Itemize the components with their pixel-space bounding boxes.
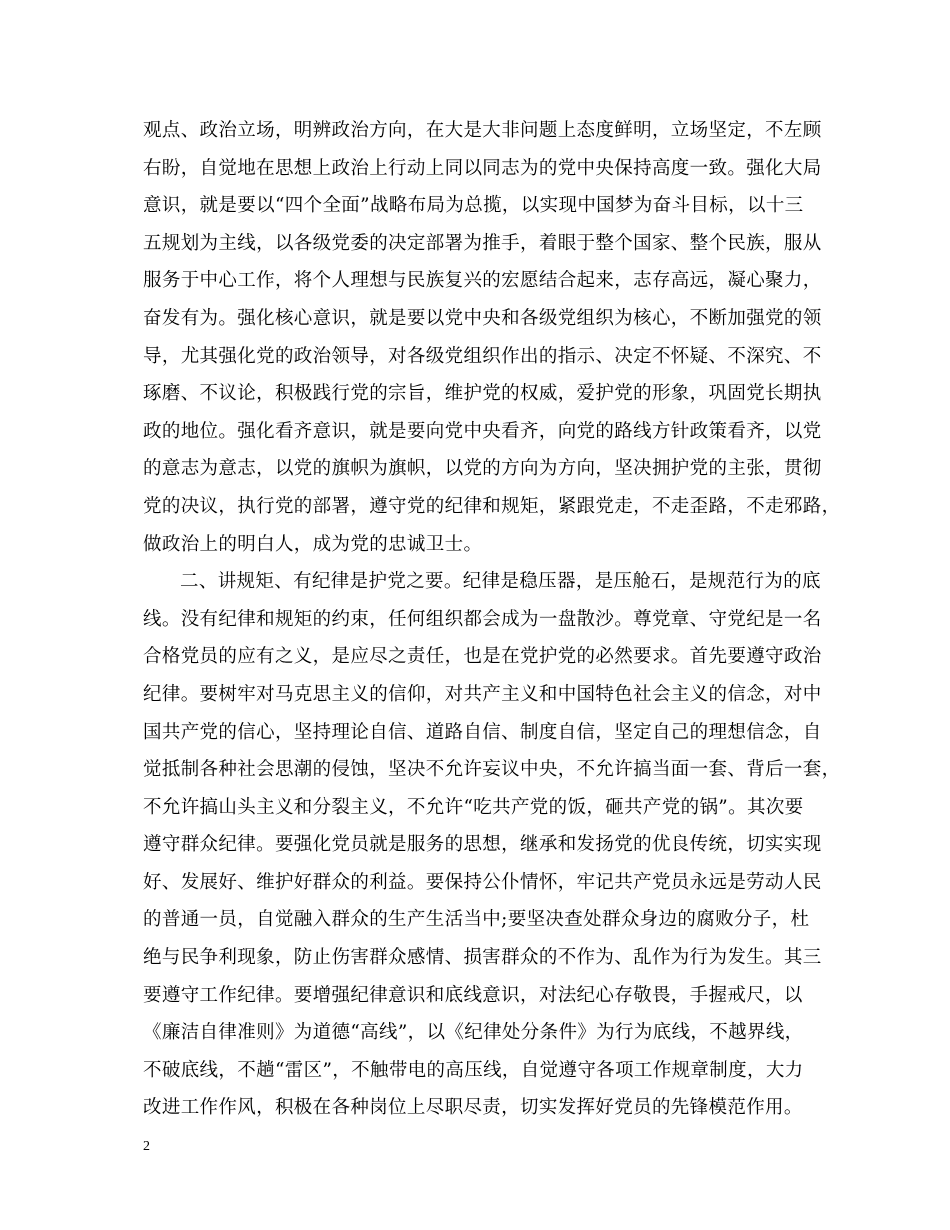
- text-line: 《廉洁自律准则》为道德“高线”，以《纪律处分条件》为行为底线，不越界线，: [143, 1022, 804, 1044]
- text-line: 国共产党的信心，坚持理论自信、道路自信、制度自信，坚定自己的理想信念，自: [143, 721, 822, 743]
- text-line: 意识，就是要以“四个全面”战略布局为总揽，以实现中国梦为奋斗目标，以十三: [143, 195, 804, 217]
- text-line: 五规划为主线，以各级党委的决定部署为推手，着眼于整个国家、整个民族，服从: [143, 232, 822, 254]
- text-line: 导，尤其强化党的政治领导，对各级党组织作出的指示、决定不怀疑、不深究、不: [143, 345, 822, 367]
- text-line: 绝与民争利现象，防止伤害群众感情、损害群众的不作为、乱作为行为发生。其三: [143, 947, 822, 969]
- body-text: [143, 112, 841, 1127]
- text-line: 好、发展好、维护好群众的利益。要保持公仆情怀，牢记共产党员永远是劳动人民: [143, 871, 822, 893]
- text-line: 要遵守工作纪律。要增强纪律意识和底线意识，对法纪心存敬畏，手握戒尺，以: [143, 984, 803, 1006]
- text-line: 奋发有为。强化核心意识，就是要以党中央和各级党组织为核心，不断加强党的领: [143, 307, 822, 329]
- text-line: 觉抵制各种社会思潮的侵蚀，坚决不允许妄议中央，不允许搞当面一套、背后一套，: [143, 759, 841, 781]
- text-line: 不允许搞山头主义和分裂主义，不允许“吃共产党的饭，砸共产党的锅”。其次要: [143, 796, 804, 818]
- text-line: 党的决议，执行党的部署，遵守党的纪律和规矩，紧跟党走，不走歪路，不走邪路，: [143, 495, 841, 517]
- paragraph-start-line: 二、讲规矩、有纪律是护党之要。纪律是稳压器，是压舱石，是规范行为的底: [180, 571, 821, 593]
- text-line: 服务于中心工作，将个人理想与民族复兴的宏愿结合起来，志存高远，凝心聚力，: [143, 270, 822, 292]
- text-line: 右盼，自觉地在思想上政治上行动上同以同志为的党中央保持高度一致。强化大局: [143, 157, 822, 179]
- text-line: 琢磨、不议论，积极践行党的宗旨，维护党的权威，爱护党的形象，巩固党长期执: [143, 383, 822, 405]
- page-number: 2: [143, 1139, 150, 1154]
- text-line: 的意志为意志，以党的旗帜为旗帜，以党的方向为方向，坚决拥护党的主张，贯彻: [143, 458, 822, 480]
- text-line: 纪律。要树牢对马克思主义的信仰，对共产主义和中国特色社会主义的信念，对中: [143, 683, 822, 705]
- text-line: 不破底线，不趟“雷区”，不触带电的高压线，自觉遵守各项工作规章制度，大力: [143, 1059, 804, 1081]
- text-line: 观点、政治立场，明辨政治方向，在大是大非问题上态度鲜明，立场坚定，不左顾: [143, 120, 822, 141]
- text-line: 合格党员的应有之义，是应尽之责任，也是在党护党的必然要求。首先要遵守政治: [143, 646, 822, 668]
- text-line: 政的地位。强化看齐意识，就是要向党中央看齐，向党的路线方针政策看齐，以党: [143, 420, 822, 442]
- text-line: 遵守群众纪律。要强化党员就是服务的思想，继承和发扬党的优良传统，切实实现: [143, 834, 822, 856]
- text-line: 做政治上的明白人，成为党的忠诚卫士。: [143, 533, 483, 555]
- text-line: 的普通一员，自觉融入群众的生产生活当中;要坚决查处群众身边的腐败分子，杜: [143, 909, 810, 931]
- text-line: 线。没有纪律和规矩的约束，任何组织都会成为一盘散沙。尊党章、守党纪是一名: [143, 608, 822, 630]
- text-line: 改进工作作风，积极在各种岗位上尽职尽责，切实发挥好党员的先锋模范作用。: [143, 1097, 803, 1119]
